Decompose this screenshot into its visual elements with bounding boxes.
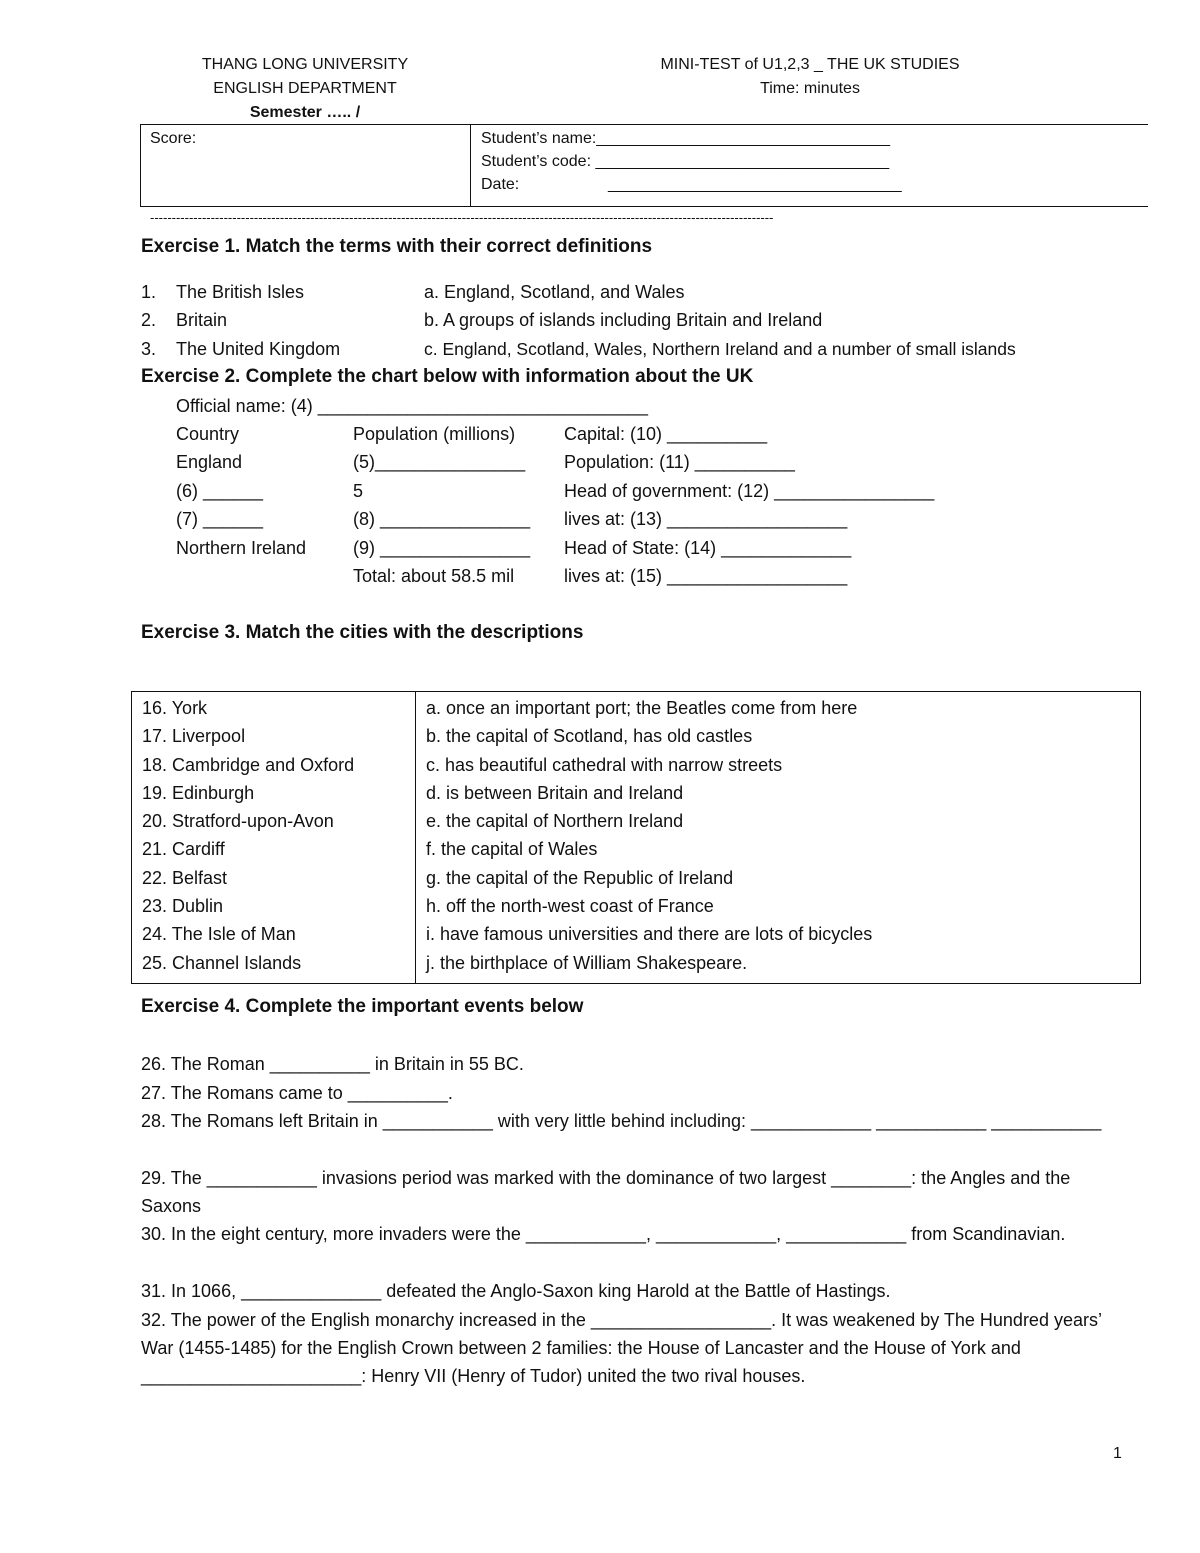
chart-country-northern-ireland: Northern Ireland	[176, 538, 307, 558]
event-item-29: 29. The ___________ invasions period was marked with the dominance of two largest ________: the Angles and the Saxons	[141, 1168, 1071, 1216]
exercise-4-number: Exercise 4.	[141, 996, 246, 1017]
cities-column	[132, 692, 416, 984]
page-number: 1	[1113, 1445, 1122, 1462]
city-item: 17. Liverpool	[142, 726, 246, 747]
score-box-top-border	[140, 124, 1148, 125]
chart-population-value: 5	[353, 481, 364, 501]
time-label: Time: minutes	[760, 80, 860, 97]
exercise-3-title	[141, 622, 583, 644]
exercise-4-instruction: Complete the important events below	[245, 996, 584, 1017]
exercise-4-title	[141, 996, 583, 1018]
description-item: j. the birthplace of William Shakespeare.	[426, 952, 748, 973]
description-item: b. the capital of Scotland, has old castles	[426, 726, 753, 747]
chart-population-9[interactable]: (9) _______________	[353, 538, 531, 558]
city-item: 22. Belfast	[142, 867, 228, 888]
city-item: 16. York	[142, 698, 208, 718]
ex1-def-a: a. England, Scotland, and Wales	[424, 282, 685, 302]
exercise-1-instruction: Match the terms with their correct definitions	[245, 236, 653, 257]
ex1-term-2: Britain	[176, 310, 228, 330]
test-title: MINI-TEST of U1,2,3 _ THE UK STUDIES	[660, 56, 960, 73]
ex1-num-1: 1.	[141, 282, 157, 302]
university-name: THANG LONG UNIVERSITY	[201, 56, 409, 73]
chart-head-government-field[interactable]: Head of government: (12) ________________	[564, 481, 935, 501]
description-item: h. off the north-west coast of France	[426, 896, 714, 917]
date-label: Date:	[481, 176, 520, 193]
ex1-def-c: c. England, Scotland, Wales, Northern Ireland and a number of small islands	[424, 339, 1016, 359]
chart-lives-at-15[interactable]: lives at: (15) __________________	[564, 566, 848, 586]
event-item-27: 27. The Romans came to __________.	[141, 1083, 453, 1103]
ex1-num-2: 2.	[141, 310, 157, 330]
ex1-num-3: 3.	[141, 339, 157, 359]
exercise-2-number: Exercise 2.	[141, 366, 246, 387]
city-item: 25. Channel Islands	[142, 952, 302, 973]
chart-header-population: Population (millions)	[353, 424, 516, 444]
description-item: c. has beautiful cathedral with narrow streets	[426, 754, 783, 775]
ex1-term-3: The United Kingdom	[176, 339, 341, 359]
date-field[interactable]: _________________________________	[608, 176, 902, 193]
score-box-divider	[470, 124, 471, 207]
chart-header-country: Country	[176, 424, 240, 444]
chart-total-population: Total: about 58.5 mil	[353, 566, 515, 586]
description-item: g. the capital of the Republic of Ireland	[426, 867, 734, 888]
student-name-field[interactable]: Student’s name:_________________________________	[481, 130, 890, 147]
event-item-31: 31. In 1066, ______________ defeated the Anglo-Saxon king Harold at the Battle of Hastings.	[141, 1281, 891, 1301]
exercise-3-number: Exercise 3.	[141, 622, 246, 643]
city-item: 21. Cardiff	[142, 839, 225, 860]
official-name-field[interactable]: Official name: (4) _________________________________	[176, 396, 649, 416]
description-item: f. the capital of Wales	[426, 839, 598, 860]
semester-label: Semester ….. /	[249, 104, 361, 121]
chart-population-11[interactable]: Population: (11) __________	[564, 452, 795, 472]
event-item-28: 28. The Romans left Britain in ___________ with very little behind including: ____________ ___________ ___________	[141, 1111, 1102, 1131]
description-item: d. is between Britain and Ireland	[426, 782, 684, 803]
exercise-2-title	[141, 366, 753, 388]
city-item: 24. The Isle of Man	[142, 924, 296, 945]
description-item: e. the capital of Northern Ireland	[426, 811, 684, 832]
event-item-30: 30. In the eight century, more invaders were the ____________, ____________, ____________ from Scandinavian.	[141, 1224, 1066, 1244]
event-item-26: 26. The Roman __________ in Britain in 55 BC.	[141, 1054, 524, 1074]
city-item: 23. Dublin	[142, 896, 224, 917]
city-item: 18. Cambridge and Oxford	[142, 754, 355, 775]
exercise-1-title	[141, 236, 652, 258]
exercise-3-instruction: Match the cities with the descriptions	[245, 622, 584, 643]
department-name: ENGLISH DEPARTMENT	[213, 80, 397, 97]
chart-country-england: England	[176, 452, 243, 472]
dashed-separator: ------------------------------------------------------------------------------------------------------------------------------------------------	[150, 210, 774, 225]
description-item: a. once an important port; the Beatles come from here	[426, 698, 858, 718]
score-label: Score:	[150, 130, 197, 147]
score-box-bottom-border	[140, 206, 1148, 207]
descriptions-column	[416, 692, 1141, 984]
ex1-term-1: The British Isles	[176, 282, 305, 302]
chart-country-6[interactable]: (6) ______	[176, 481, 264, 501]
cities-table	[131, 691, 1141, 984]
chart-population-8[interactable]: (8) _______________	[353, 509, 531, 529]
event-item-32: 32. The power of the English monarchy increased in the __________________. It was weakened by The Hundred years’ War (1455-1485) for the English Crown between 2 families: the House of Lancaster and the House of York and ______________________: Henry VII (Henry of Tudor) united the two rival houses.	[141, 1310, 1102, 1386]
chart-head-state-field[interactable]: Head of State: (14) _____________	[564, 538, 852, 558]
city-item: 20. Stratford-upon-Avon	[142, 811, 334, 832]
city-item: 19. Edinburgh	[142, 782, 255, 803]
chart-lives-at-13[interactable]: lives at: (13) __________________	[564, 509, 848, 529]
description-item: i. have famous universities and there are lots of bicycles	[426, 924, 873, 945]
exercise-1-number: Exercise 1.	[141, 236, 246, 257]
chart-country-7[interactable]: (7) ______	[176, 509, 264, 529]
exercise-2-instruction: Complete the chart below with information about the UK	[245, 366, 754, 387]
chart-capital-field[interactable]: Capital: (10) __________	[564, 424, 768, 444]
student-code-field[interactable]: Student’s code: _________________________________	[481, 153, 890, 170]
score-box-left-border	[140, 124, 141, 207]
ex1-def-b: b. A groups of islands including Britain and Ireland	[424, 310, 823, 330]
chart-population-5[interactable]: (5)_______________	[353, 452, 526, 472]
